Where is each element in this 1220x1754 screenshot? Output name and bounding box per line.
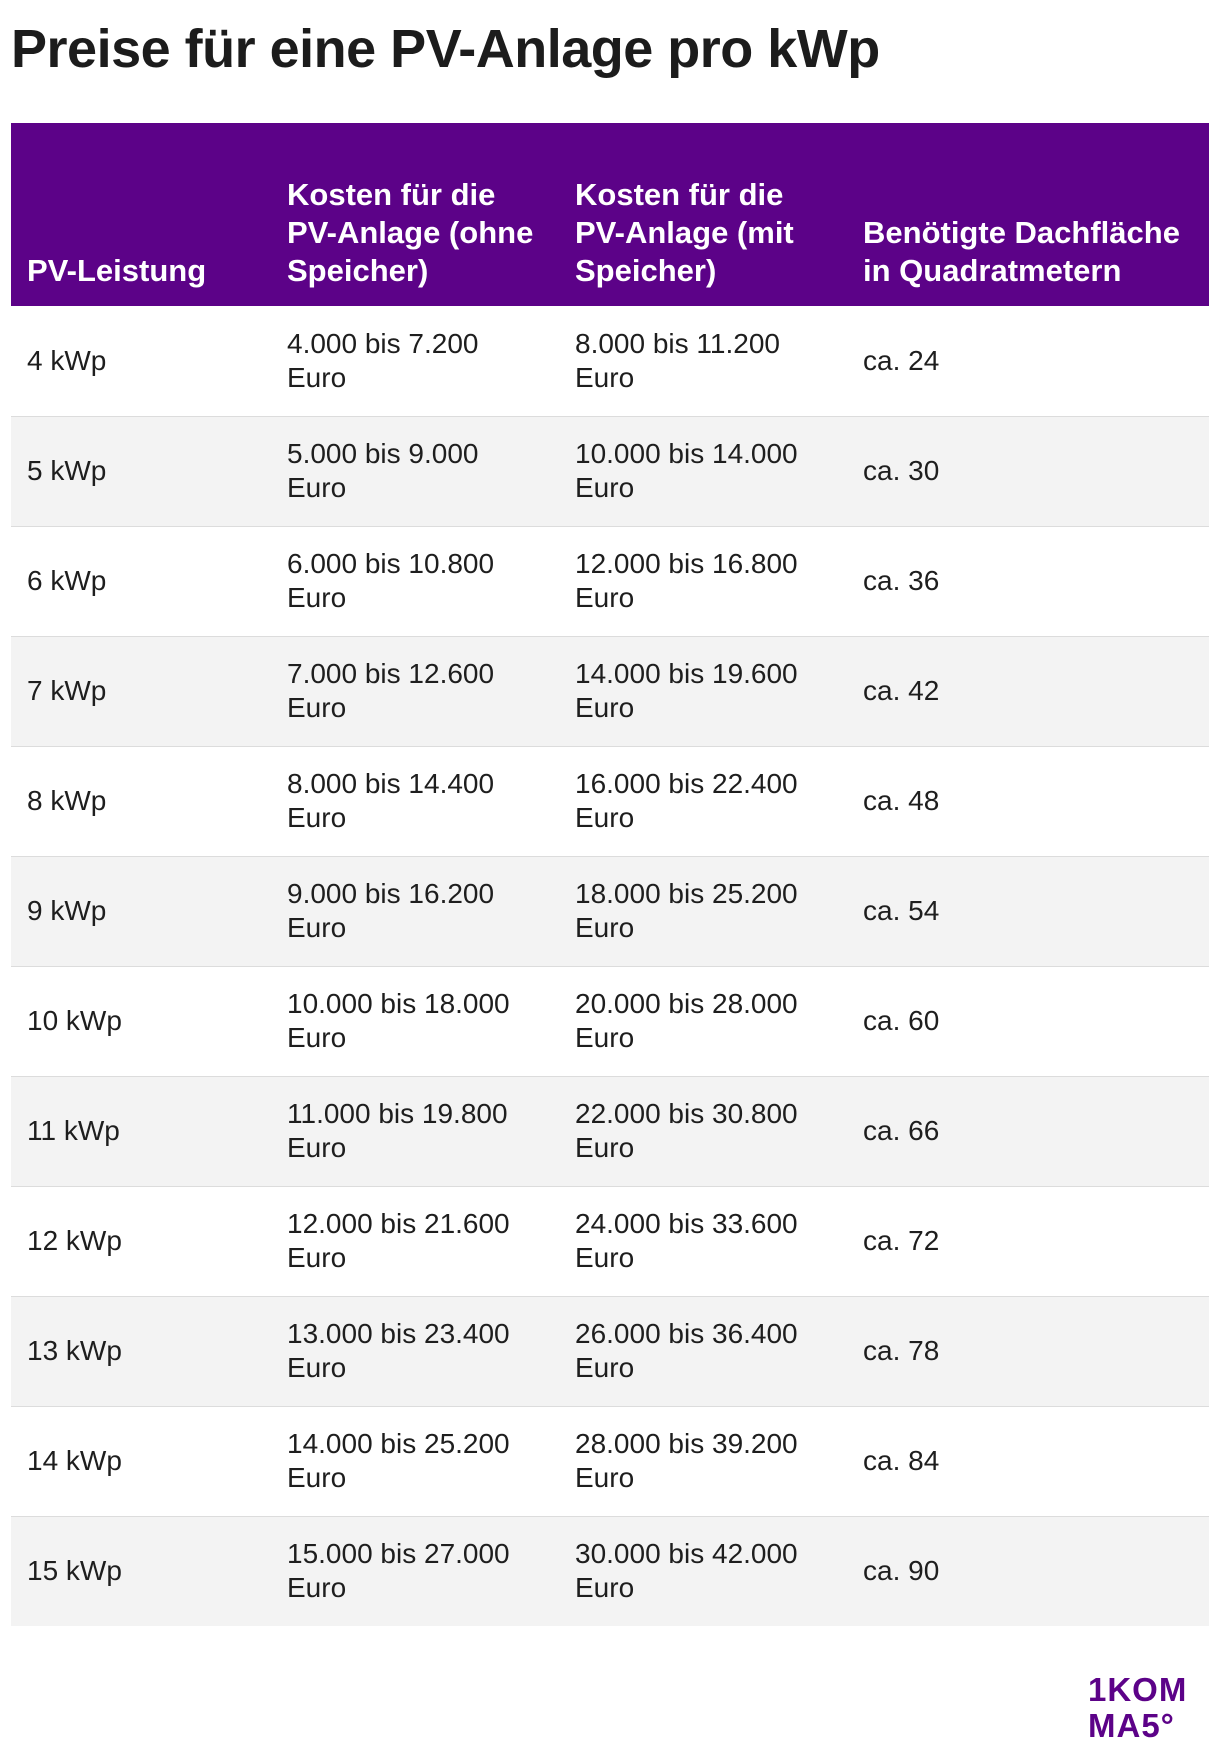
cell-pv-leistung: 8 kWp xyxy=(27,785,107,816)
table-row xyxy=(11,1296,1209,1406)
cell-kosten-ohne-speicher: 12.000 bis 21.600 Euro xyxy=(287,1208,510,1273)
table-row xyxy=(11,1516,1209,1626)
table-row xyxy=(11,636,1209,746)
cell-kosten-ohne-speicher: 6.000 bis 10.800 Euro xyxy=(287,548,495,613)
cell-kosten-mit-speicher: 26.000 bis 36.400 Euro xyxy=(575,1318,798,1383)
table-row xyxy=(11,1406,1209,1516)
cell-kosten-mit-speicher: 22.000 bis 30.800 Euro xyxy=(575,1098,798,1163)
cell-kosten-ohne-speicher: 4.000 bis 7.200 Euro xyxy=(287,327,479,393)
table-row xyxy=(11,416,1209,526)
cell-dachflaeche: ca. 48 xyxy=(863,785,940,816)
cell-kosten-mit-speicher: 30.000 bis 42.000 Euro xyxy=(575,1538,798,1604)
cell-pv-leistung: 5 kWp xyxy=(27,455,107,486)
cell-kosten-ohne-speicher: 9.000 bis 16.200 Euro xyxy=(287,878,495,943)
cell-kosten-ohne-speicher: 14.000 bis 25.200 Euro xyxy=(287,1428,510,1493)
cell-kosten-mit-speicher: 12.000 bis 16.800 Euro xyxy=(575,548,798,613)
header-pv-leistung: PV-Leistung xyxy=(27,253,207,288)
table-row xyxy=(11,746,1209,856)
cell-pv-leistung: 13 kWp xyxy=(27,1335,122,1366)
cell-dachflaeche: ca. 24 xyxy=(863,344,940,376)
table-row xyxy=(11,1076,1209,1186)
cell-kosten-mit-speicher: 24.000 bis 33.600 Euro xyxy=(575,1208,798,1273)
table-row xyxy=(11,526,1209,636)
cell-pv-leistung: 10 kWp xyxy=(27,1005,122,1036)
cell-pv-leistung: 14 kWp xyxy=(27,1445,122,1476)
cell-dachflaeche: ca. 72 xyxy=(863,1225,940,1256)
header-kosten-mit-speicher: Kosten für die PV-Anlage (mit Speicher) xyxy=(575,177,794,288)
table-row xyxy=(11,966,1209,1076)
brand-logo xyxy=(1088,1672,1187,1744)
cell-kosten-ohne-speicher: 5.000 bis 9.000 Euro xyxy=(287,438,479,503)
cell-kosten-mit-speicher: 8.000 bis 11.200 Euro xyxy=(575,327,780,393)
table-row xyxy=(11,856,1209,966)
price-table xyxy=(11,123,1209,1626)
cell-pv-leistung: 12 kWp xyxy=(27,1225,122,1256)
cell-dachflaeche: ca. 84 xyxy=(863,1445,940,1476)
cell-kosten-mit-speicher: 20.000 bis 28.000 Euro xyxy=(575,988,798,1053)
cell-dachflaeche: ca. 54 xyxy=(863,895,940,926)
cell-kosten-ohne-speicher: 7.000 bis 12.600 Euro xyxy=(287,658,495,723)
cell-pv-leistung: 15 kWp xyxy=(27,1555,122,1587)
cell-pv-leistung: 7 kWp xyxy=(27,675,107,706)
table-row xyxy=(11,306,1209,416)
logo-line-1: 1KOM xyxy=(1088,1671,1188,1708)
cell-pv-leistung: 6 kWp xyxy=(27,565,107,596)
cell-kosten-mit-speicher: 28.000 bis 39.200 Euro xyxy=(575,1428,798,1493)
logo-line-2: MA5° xyxy=(1088,1707,1175,1744)
cell-dachflaeche: ca. 66 xyxy=(863,1115,940,1146)
header-dachflaeche: Benötigte Dachfläche in Quadratmetern xyxy=(863,215,1180,288)
table-header-row xyxy=(11,123,1209,306)
cell-kosten-ohne-speicher: 13.000 bis 23.400 Euro xyxy=(287,1318,510,1383)
cell-pv-leistung: 4 kWp xyxy=(27,344,107,376)
cell-kosten-mit-speicher: 16.000 bis 22.400 Euro xyxy=(575,768,798,833)
cell-kosten-ohne-speicher: 11.000 bis 19.800 Euro xyxy=(287,1098,508,1163)
cell-dachflaeche: ca. 30 xyxy=(863,455,940,486)
cell-pv-leistung: 9 kWp xyxy=(27,895,107,926)
cell-dachflaeche: ca. 90 xyxy=(863,1555,940,1587)
page-title: Preise für eine PV-Anlage pro kWp xyxy=(11,19,880,79)
cell-kosten-mit-speicher: 14.000 bis 19.600 Euro xyxy=(575,658,798,723)
cell-kosten-ohne-speicher: 8.000 bis 14.400 Euro xyxy=(287,768,495,833)
header-kosten-ohne-speicher: Kosten für die PV-Anlage (ohne Speicher) xyxy=(287,177,534,288)
cell-pv-leistung: 11 kWp xyxy=(27,1115,120,1146)
cell-dachflaeche: ca. 60 xyxy=(863,1005,940,1036)
table-row xyxy=(11,1186,1209,1296)
cell-dachflaeche: ca. 42 xyxy=(863,675,940,706)
table-body xyxy=(11,306,1209,1626)
cell-kosten-mit-speicher: 18.000 bis 25.200 Euro xyxy=(575,878,798,943)
cell-kosten-mit-speicher: 10.000 bis 14.000 Euro xyxy=(575,438,798,503)
cell-kosten-ohne-speicher: 15.000 bis 27.000 Euro xyxy=(287,1538,510,1604)
cell-kosten-ohne-speicher: 10.000 bis 18.000 Euro xyxy=(287,988,510,1053)
cell-dachflaeche: ca. 36 xyxy=(863,565,940,596)
cell-dachflaeche: ca. 78 xyxy=(863,1335,940,1366)
